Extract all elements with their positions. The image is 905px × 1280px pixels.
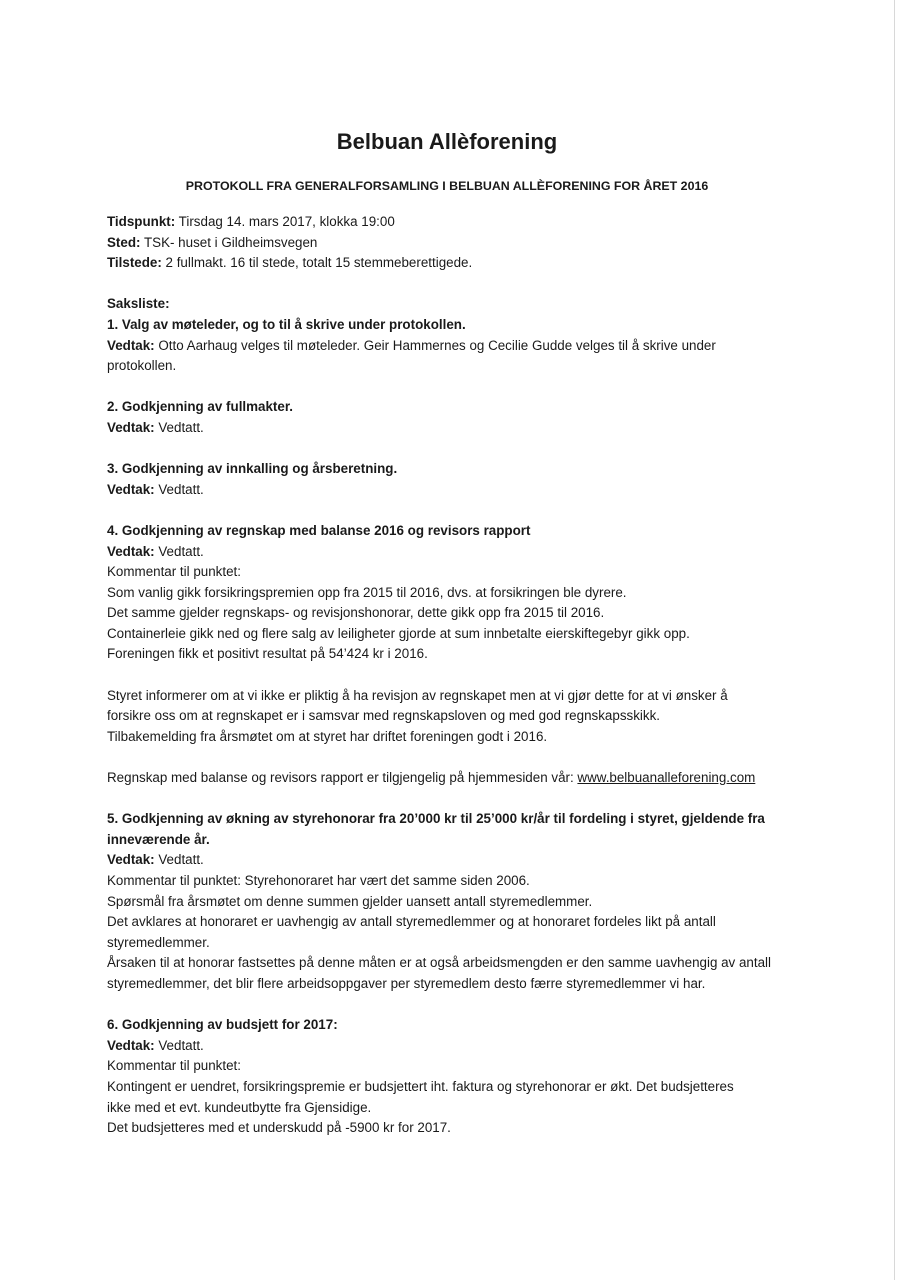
item-4-board-info-line: Styret informerer om at vi ikke er pliktig å ha revisjon av regnskapet men at vi gjør dette for at vi ønsker å xyxy=(107,687,728,703)
item-2-heading: 2. Godkjenning av fullmakter. xyxy=(107,399,294,415)
item-6-comment-line: Kontingent er uendret, forsikringspremie er budsjettert iht. faktura og styrehonorar er økt. Det budsjetteres xyxy=(107,1078,734,1094)
item-4-comment-line: Kommentar til punktet: xyxy=(107,564,241,580)
item-4-comment-line: Foreningen fikk et positivt resultat på 54’424 kr i 2016. xyxy=(107,646,428,662)
item-5-comment-line: Det avklares at honoraret er uavhengig av antall styremedlemmer og at honoraret fordeles likt på antall xyxy=(107,914,716,930)
item-4-comment-line: Det samme gjelder regnskaps- og revisjonshonorar, dette gikk opp fra 2015 til 2016. xyxy=(107,605,605,621)
document-title: Belbuan Allèforening xyxy=(336,129,558,154)
item-5-decision: Vedtak: Vedtatt. xyxy=(107,852,204,868)
item-5-comment-line: Kommentar til punktet: Styrehonoraret har vært det samme siden 2006. xyxy=(107,873,530,888)
item-5-comment-line: Årsaken til at honorar fastsettes på denne måten er at også arbeidsmengden er den samme uavhengig av antall xyxy=(107,955,771,971)
item-4-board-info-line: Tilbakemelding fra årsmøtet om at styret har driftet foreningen godt i 2016. xyxy=(107,728,548,744)
item-1-decision: Vedtak: Otto Aarhaug velges til møteleder. Geir Hammernes og Cecilie Gudde velges til å skrive under xyxy=(107,337,716,353)
item-5-comment-line: styremedlemmer, det blir flere arbeidsoppgaver per styremedlem desto færre styremedlemmer vi har. xyxy=(107,975,706,991)
item-6-heading: 6. Godkjenning av budsjett for 2017: xyxy=(107,1017,338,1033)
meta-present: Tilstede: 2 fullmakt. 16 til stede, totalt 15 stemmeberettigede. xyxy=(107,255,473,271)
item-4-board-info-line: forsikre oss om at regnskapet er i samsvar med regnskapsloven og med god regnskapsskikk. xyxy=(107,708,660,724)
document-subtitle: PROTOKOLL FRA GENERALFORSAMLING I BELBUAN ALLÈFORENING FOR ÅRET 2016 xyxy=(185,179,709,193)
item-4-website-line: Regnskap med balanse og revisors rapport er tilgjengelig på hjemmesiden vår: www.belbuanalleforening.com xyxy=(107,770,756,786)
item-6-comment-line: ikke med et evt. kundeutbytte fra Gjensidige. xyxy=(107,1099,372,1115)
item-4-heading: 4. Godkjenning av regnskap med balanse 2016 og revisors rapport xyxy=(107,522,531,538)
item-4-comment-line: Som vanlig gikk forsikringspremien opp fra 2015 til 2016, dvs. at forsikringen ble dyrere. xyxy=(107,584,627,600)
item-5-comment-line: styremedlemmer. xyxy=(107,934,210,950)
website-link[interactable]: www.belbuanalleforening.com xyxy=(577,770,756,786)
agenda-label: Saksliste: xyxy=(107,296,170,312)
item-3-heading: 3. Godkjenning av innkalling og årsberetning. xyxy=(107,461,398,477)
item-5-heading-cont: inneværende år. xyxy=(107,831,210,847)
meta-time: Tidspunkt: Tirsdag 14. mars 2017, klokka 19:00 xyxy=(107,214,395,229)
meta-place: Sted: TSK- huset i Gildheimsvegen xyxy=(107,234,318,250)
item-6-comment-line: Kommentar til punktet: xyxy=(107,1058,241,1074)
item-4-comment-line: Containerleie gikk ned og flere salg av leiligheter gjorde at sum innbetalte eierskiftegebyr gikk opp. xyxy=(107,625,690,641)
item-6-decision: Vedtak: Vedtatt. xyxy=(107,1037,204,1053)
item-4-decision: Vedtak: Vedtatt. xyxy=(107,543,204,559)
item-5-heading: 5. Godkjenning av økning av styrehonorar fra 20’000 kr til 25’000 kr/år til fordeling i styret, gjeldende fra xyxy=(107,811,765,827)
item-5-comment-line: Spørsmål fra årsmøtet om denne summen gjelder uansett antall styremedlemmer. xyxy=(107,893,593,909)
item-1-decision-cont: protokollen. xyxy=(107,358,177,374)
item-6-comment-line: Det budsjetteres med et underskudd på -5900 kr for 2017. xyxy=(107,1120,451,1136)
page-edge xyxy=(894,0,895,1280)
item-3-decision: Vedtak: Vedtatt. xyxy=(107,481,204,497)
item-2-decision: Vedtak: Vedtatt. xyxy=(107,419,204,435)
document-body xyxy=(107,212,787,1139)
item-1-heading: 1. Valg av møteleder, og to til å skrive under protokollen. xyxy=(107,316,466,332)
